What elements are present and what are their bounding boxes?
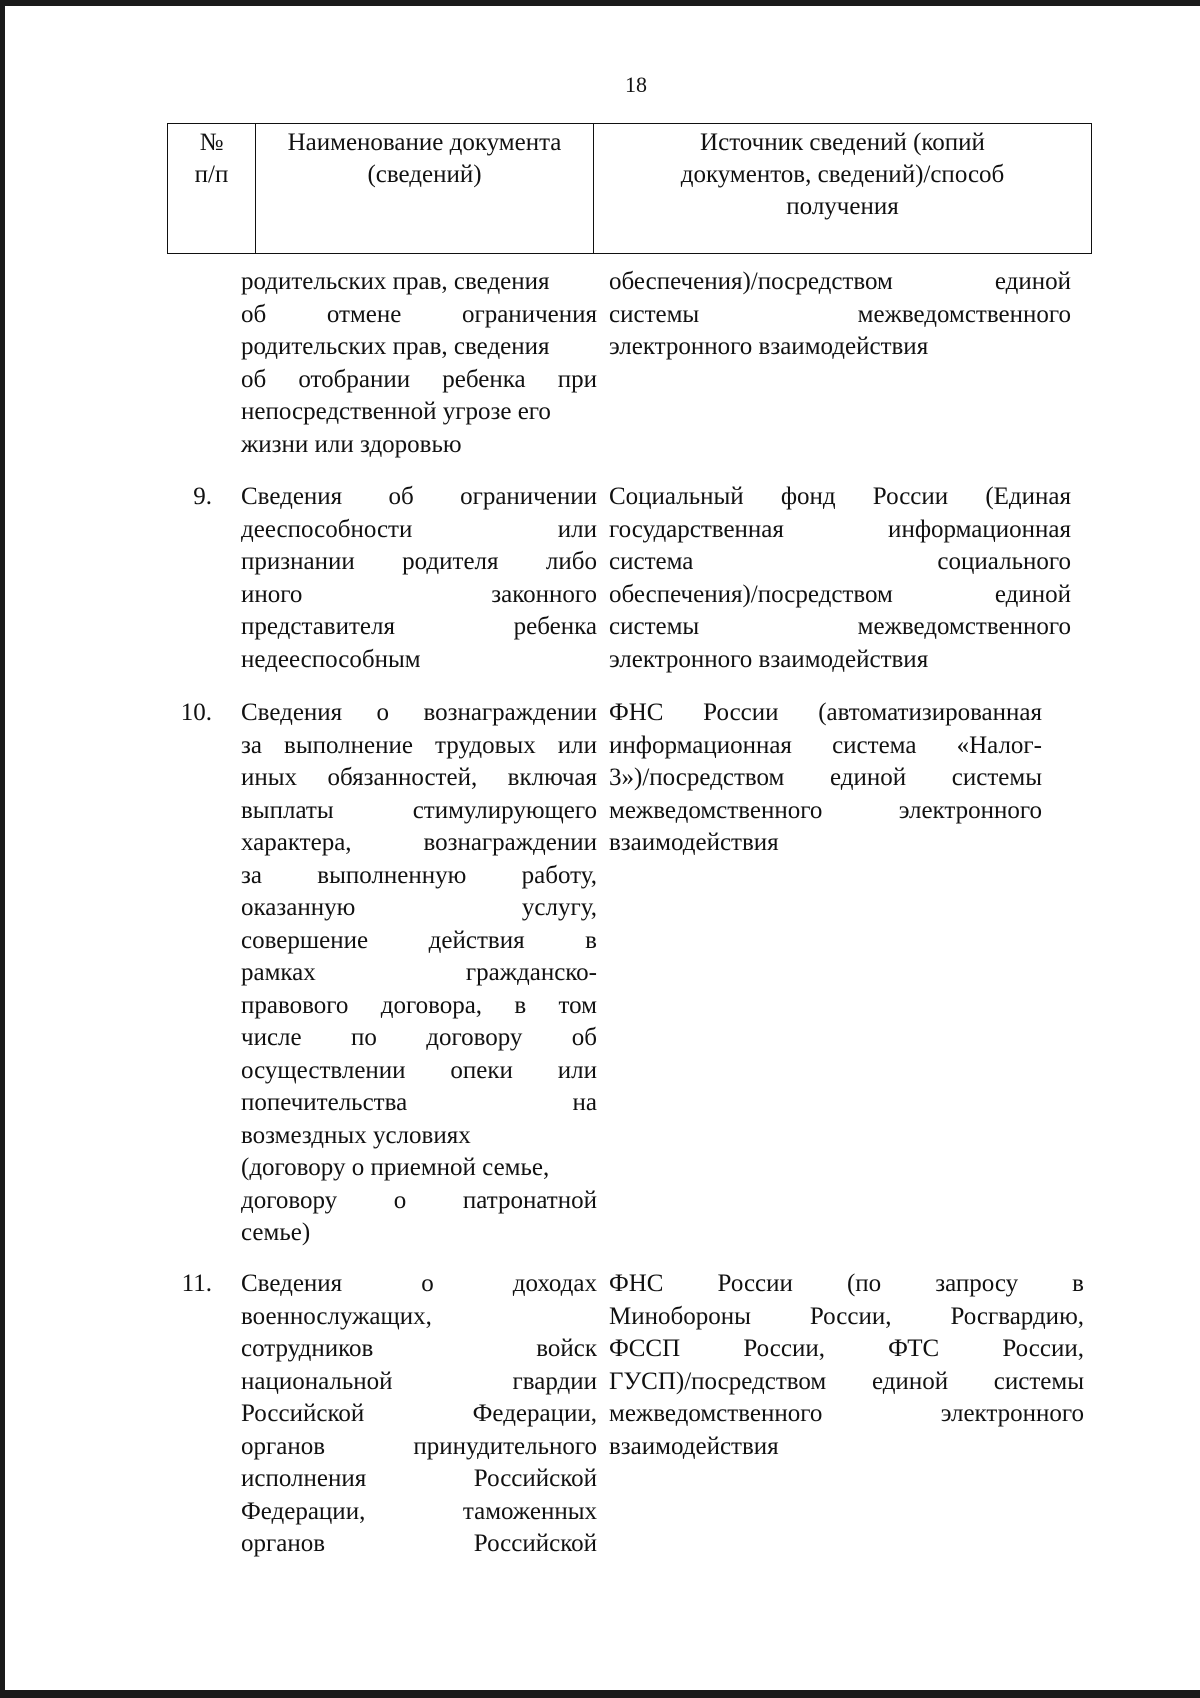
source-line: система социального [609,548,1071,575]
source-line: обеспечения)/посредством единой [609,268,1071,295]
name-line: непосредственной угрозе его [241,398,551,425]
source-line: взаимодействия [609,829,779,856]
name-line: иных обязанностей, включая [241,764,597,791]
name-line: Российской Федерации, [241,1400,597,1427]
name-line: договору о патронатной [241,1186,597,1214]
name-line: иного законного [241,580,597,608]
header-source-column [594,124,1091,253]
name-line: за выполнение трудовых или [241,731,597,759]
source-line: системы межведомственного [609,613,1071,640]
name-line: об отмене ограничения [241,300,597,328]
source-line: Минобороны России, Росгвардию, [609,1302,1084,1330]
page-edge-left [0,0,5,1698]
source-line: электронного взаимодействия [609,333,929,360]
header-number-line: п/п [194,161,229,188]
name-line: попечительства на [241,1089,597,1116]
row-source-cell [609,1268,1084,1463]
header-source-line: получения [786,193,899,220]
source-line: межведомственного электронного [609,1400,1084,1427]
header-source-line: Источник сведений (копий [700,129,985,156]
header-name-column [256,124,594,253]
name-line: за выполненную работу, [241,861,597,889]
row-source-cell [609,697,1042,860]
source-line: ФНС России (автоматизированная [609,699,1042,726]
name-line: об отобрании ребенка при [241,365,597,393]
row-source-cell [609,266,1071,364]
page-number: 18 [625,72,647,97]
name-line: родительских прав, сведения [241,268,550,295]
name-line: оказанную услугу, [241,894,597,921]
name-line: Сведения о вознаграждении [241,699,597,726]
source-line: взаимодействия [609,1432,779,1460]
name-line: совершение действия в [241,926,597,954]
header-source-line: документов, сведений)/способ [680,161,1005,188]
page-edge-top [0,0,1200,6]
name-line: Сведения о доходах [241,1270,597,1297]
source-line: системы межведомственного [609,300,1071,328]
row-name-cell [241,266,597,461]
name-line: жизни или здоровью [241,430,462,458]
name-line: семье) [241,1219,311,1246]
name-line: Федерации, таможенных [241,1497,597,1525]
source-line: ГУСП)/посредством единой системы [609,1367,1084,1395]
source-line: информационная система «Налог- [609,731,1042,759]
source-line: ФССП России, ФТС России, [609,1335,1084,1362]
row-name-cell [241,697,597,1250]
name-line: представителя ребенка [241,613,597,640]
name-line: рамках гражданско- [241,959,597,986]
row-source-cell [609,481,1071,676]
name-line: выплаты стимулирующего [241,796,597,824]
row-number: 9. [193,483,212,510]
page-edge-bottom [0,1690,1200,1698]
source-line: Социальный фонд России (Единая [609,483,1071,510]
header-name-line: (сведений) [367,161,482,188]
source-line: обеспечения)/посредством единой [609,580,1071,608]
name-line: (договору о приемной семье, [241,1154,550,1181]
source-line: электронного взаимодействия [609,645,929,673]
table-header [167,123,1092,254]
name-line: Сведения об ограничении [241,483,597,510]
source-line: 3»)/посредством единой системы [609,764,1042,791]
row-number: 11. [181,1270,212,1297]
name-line: признании родителя либо [241,548,597,575]
name-line: правового договора, в том [241,991,597,1019]
name-line: недееспособным [241,645,421,673]
name-line: родительских прав, сведения [241,333,550,360]
name-line: осуществлении опеки или [241,1056,597,1084]
row-name-cell [241,481,597,676]
source-line: межведомственного электронного [609,796,1042,824]
name-line: характера, вознаграждении [241,829,597,856]
name-line: дееспособности или [241,515,597,543]
source-line: государственная информационная [609,515,1071,543]
name-line: сотрудников войск [241,1335,597,1362]
header-number-line: № [199,129,224,156]
name-line: органов Российской [241,1530,597,1557]
header-number-column [168,124,256,253]
name-line: органов принудительного [241,1432,597,1460]
name-line: исполнения Российской [241,1465,597,1492]
header-name-line: Наименование документа [287,129,562,156]
name-line: военнослужащих, [241,1302,432,1330]
row-name-cell [241,1268,597,1561]
name-line: возмездных условиях [241,1121,471,1149]
name-line: числе по договору об [241,1024,597,1051]
name-line: национальной гвардии [241,1367,597,1395]
source-line: ФНС России (по запросу в [609,1270,1084,1297]
row-number: 10. [180,699,212,726]
